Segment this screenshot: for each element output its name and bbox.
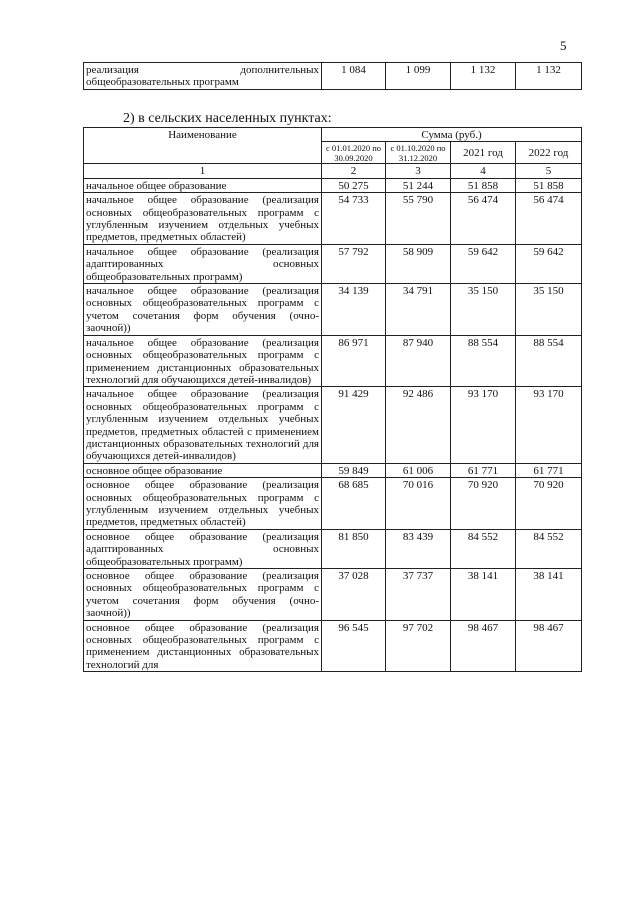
row-value: 84 552 (516, 529, 582, 568)
row-value: 56 474 (516, 193, 582, 245)
row-value: 96 545 (322, 620, 386, 672)
row-value: 55 790 (386, 193, 451, 245)
row-value: 84 552 (451, 529, 516, 568)
row-value: 61 771 (516, 463, 582, 477)
row-value: 97 702 (386, 620, 451, 672)
row-value: 1 132 (451, 63, 516, 90)
row-value: 87 940 (386, 335, 451, 387)
table-row (84, 387, 582, 463)
row-value: 51 858 (516, 178, 582, 192)
section-title: 2) в сельских населенных пунктах: (123, 111, 332, 126)
continuation-table (83, 62, 582, 90)
table-row (84, 178, 582, 192)
cost-table (83, 127, 582, 672)
header-period: с 01.10.2020 по 31.12.2020 (386, 142, 451, 164)
row-name: начальное общее образование (реализация основных общеобразовательных программ с учетом сочетания форм обучения (очно-заочной)) (84, 284, 322, 336)
table-row (84, 529, 582, 568)
row-value: 59 849 (322, 463, 386, 477)
column-number: 5 (516, 164, 582, 178)
column-number: 2 (322, 164, 386, 178)
row-value: 86 971 (322, 335, 386, 387)
row-name: начальное общее образование (84, 178, 322, 192)
row-value: 51 858 (451, 178, 516, 192)
row-name: основное общее образование (84, 463, 322, 477)
row-value: 61 006 (386, 463, 451, 477)
row-name: начальное общее образование (реализация основных общеобразовательных программ с углубленным изучением отдельных учебных предметов, предметных областей с применением дистанционных образовательных технологий для обучающихся детей-инвалидов) (84, 387, 322, 463)
row-value: 56 474 (451, 193, 516, 245)
row-value: 59 642 (451, 244, 516, 283)
row-name: основное общее образование (реализация основных общеобразовательных программ с углубленным изучением отдельных учебных предметов, предметных областей) (84, 478, 322, 530)
column-number: 3 (386, 164, 451, 178)
row-name: основное общее образование (реализация основных общеобразовательных программ с учетом сочетания форм обучения (очно-заочной)) (84, 569, 322, 621)
row-value: 88 554 (451, 335, 516, 387)
row-value: 83 439 (386, 529, 451, 568)
row-value: 37 737 (386, 569, 451, 621)
column-number: 1 (84, 164, 322, 178)
row-value: 81 850 (322, 529, 386, 568)
row-name: основное общее образование (реализация основных общеобразовательных программ с применением дистанционных образовательных технологий для (84, 620, 322, 672)
row-value: 93 170 (516, 387, 582, 463)
table-row (84, 284, 582, 336)
row-name: основное общее образование (реализация адаптированных основных общеобразовательных программ) (84, 529, 322, 568)
row-value: 57 792 (322, 244, 386, 283)
row-value: 61 771 (451, 463, 516, 477)
row-value: 51 244 (386, 178, 451, 192)
header-year: 2022 год (516, 142, 582, 164)
row-value: 91 429 (322, 387, 386, 463)
header-sum: Сумма (руб.) (322, 128, 582, 142)
header-period: с 01.01.2020 по 30.09.2020 (322, 142, 386, 164)
table-row (84, 478, 582, 530)
row-name: начальное общее образование (реализация адаптированных основных общеобразовательных программ) (84, 244, 322, 283)
row-value: 34 139 (322, 284, 386, 336)
column-number: 4 (451, 164, 516, 178)
header-name: Наименование (84, 128, 322, 164)
table-row (84, 63, 582, 90)
row-value: 37 028 (322, 569, 386, 621)
row-name: реализация дополнительных общеобразовательных программ (84, 63, 322, 90)
row-value: 98 467 (516, 620, 582, 672)
header-row (84, 128, 582, 142)
row-value: 70 920 (451, 478, 516, 530)
row-value: 1 132 (516, 63, 582, 90)
page-number: 5 (560, 38, 567, 53)
row-value: 1 084 (322, 63, 386, 90)
row-name: начальное общее образование (реализация основных общеобразовательных программ с углубленным изучением отдельных учебных предметов, предметных областей) (84, 193, 322, 245)
row-value: 88 554 (516, 335, 582, 387)
table-row (84, 463, 582, 477)
column-numbers-row (84, 164, 582, 178)
header-year: 2021 год (451, 142, 516, 164)
row-value: 54 733 (322, 193, 386, 245)
row-value: 70 920 (516, 478, 582, 530)
row-value: 34 791 (386, 284, 451, 336)
row-value: 1 099 (386, 63, 451, 90)
row-name: начальное общее образование (реализация основных общеобразовательных программ с применением дистанционных образовательных технологий для обучающихся детей-инвалидов) (84, 335, 322, 387)
table-row (84, 244, 582, 283)
row-value: 93 170 (451, 387, 516, 463)
row-value: 68 685 (322, 478, 386, 530)
row-value: 35 150 (516, 284, 582, 336)
row-value: 35 150 (451, 284, 516, 336)
row-value: 38 141 (451, 569, 516, 621)
table-row (84, 620, 582, 672)
row-value: 59 642 (516, 244, 582, 283)
row-value: 58 909 (386, 244, 451, 283)
row-value: 38 141 (516, 569, 582, 621)
table-row (84, 569, 582, 621)
table-row (84, 193, 582, 245)
table-row (84, 335, 582, 387)
row-value: 98 467 (451, 620, 516, 672)
row-value: 50 275 (322, 178, 386, 192)
row-value: 92 486 (386, 387, 451, 463)
row-value: 70 016 (386, 478, 451, 530)
